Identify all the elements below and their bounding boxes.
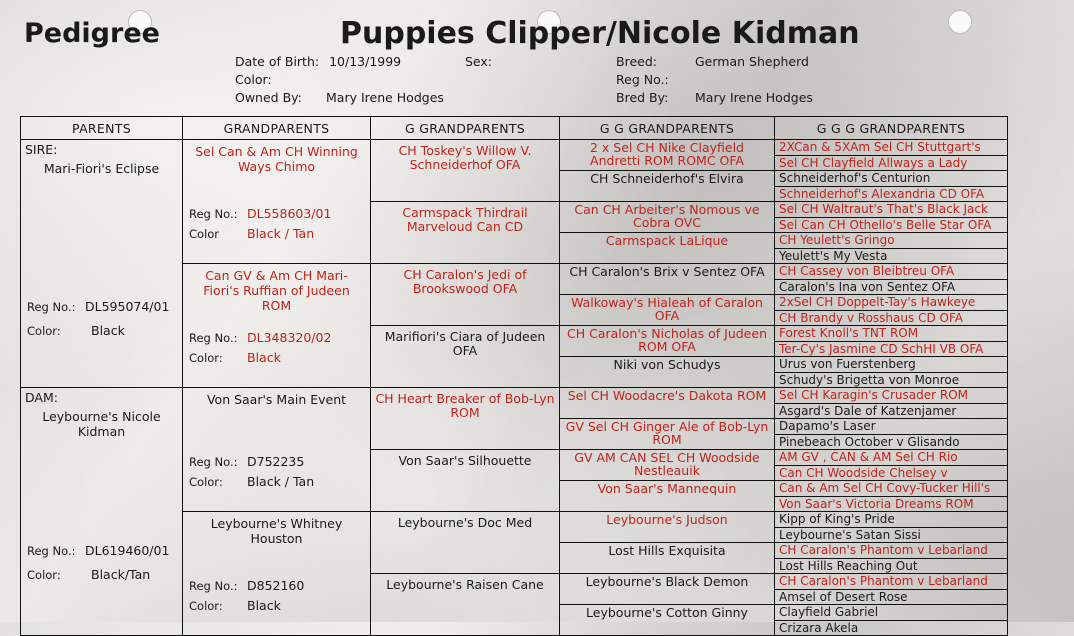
ggg-grandparent-name: Amsel of Desert Rose <box>779 589 908 604</box>
grandparent-reg-value: D752235 <box>247 454 305 470</box>
dam-label: DAM: <box>25 390 58 405</box>
ggg-grandparent-name: Von Saar's Victoria Dreams ROM <box>779 496 974 511</box>
gg-grandparent-cell <box>560 512 775 543</box>
breed-value: German Shepherd <box>695 54 809 69</box>
ggg-grandparent-cell <box>775 171 1008 202</box>
ggg-grandparent-cell <box>775 512 1008 543</box>
sire-color-value: Black <box>91 323 125 339</box>
bred-by-value: Mary Irene Hodges <box>695 90 813 105</box>
grandparent-color-label: Color <box>189 227 220 242</box>
ggg-grandparent-name: Sel CH Clayfield Allways a Lady <box>779 155 968 170</box>
grandparent-cell <box>183 264 371 388</box>
dob-row <box>235 54 401 69</box>
ggg-grandparent-cell <box>775 295 1008 326</box>
header-row <box>21 117 1008 140</box>
grandparent-name: Can GV & Am CH Mari-Fiori's Ruffian of Judeen ROM <box>203 268 350 313</box>
grandparent-reg-value: DL558603/01 <box>247 206 332 222</box>
gg-grandparent-name: Lost Hills Exquisita <box>608 543 726 558</box>
bred-by-label: Bred By: <box>616 90 669 105</box>
g-grandparent-name: Leybourne's Raisen Cane <box>386 577 544 592</box>
sire-label: SIRE: <box>25 142 58 157</box>
gg-grandparent-cell <box>560 543 775 574</box>
grandparent-color-label: Color: <box>189 599 223 614</box>
ggg-grandparent-name: CH Caralon's Phantom v Lebarland <box>775 574 1007 590</box>
ggg-grandparent-name: Sel CH Karagin's Crusader ROM <box>775 388 1007 404</box>
dob-value: 10/13/1999 <box>329 54 402 69</box>
ggg-grandparent-name: CH Yeulett's Gringo <box>775 233 1007 249</box>
ggg-grandparent-name: Pinebeach October v Glisando <box>779 434 960 449</box>
gg-grandparent-cell <box>560 202 775 233</box>
g-grandparent-name: Marifiori's Ciara of Judeen OFA <box>384 329 546 358</box>
sire-cell <box>21 140 183 388</box>
gg-grandparent-name: Leybourne's Black Demon <box>585 574 749 589</box>
grandparent-reg-value: D852160 <box>247 578 305 594</box>
grandparent-reg-value: DL348320/02 <box>247 330 332 346</box>
grandparent-name: Von Saar's Main Event <box>206 392 347 407</box>
ggg-grandparent-cell <box>775 357 1008 388</box>
ggg-grandparent-name: CH Brandy v Rosshaus CD OFA <box>779 310 963 325</box>
sex-label: Sex: <box>465 54 493 69</box>
gg-grandparent-name: GV AM CAN SEL CH Woodside Nestleauik <box>574 450 760 478</box>
binder-hole-right <box>948 10 972 34</box>
gg-grandparent-name: Can CH Arbeiter's Nomous ve Cobra OVC <box>574 202 760 230</box>
ggg-grandparent-name: Forest Knoll's TNT ROM <box>775 326 1007 342</box>
sire-name: Mari-Fiori's Eclipse <box>43 161 160 176</box>
ggg-grandparent-name: Ter-Cy's Jasmine CD SchHI VB OFA <box>779 341 984 356</box>
gg-grandparent-cell <box>560 388 775 419</box>
col-grandparents: GRANDPARENTS <box>183 117 371 140</box>
pedigree-row <box>21 140 1008 171</box>
grandparent-color-value: Black <box>247 350 281 366</box>
sire-color-label: Color: <box>27 324 61 339</box>
gg-grandparent-name: GV Sel CH Ginger Ale of Bob-Lyn ROM <box>565 419 769 447</box>
g-grandparent-name: Leybourne's Doc Med <box>397 515 533 530</box>
ggg-grandparent-name: Sel CH Waltraut's That's Black Jack <box>775 202 1007 218</box>
ggg-grandparent-name: AM GV , CAN & AM Sel CH Rio <box>775 450 1007 466</box>
grandparent-reg-label: Reg No.: <box>189 455 238 470</box>
g-grandparent-cell <box>371 202 560 264</box>
ggg-grandparent-name: Leybourne's Satan Sissi <box>779 527 921 542</box>
g-grandparent-cell <box>371 450 560 512</box>
g-grandparent-name: Carmspack Thirdrail Marveloud Can CD <box>402 205 528 234</box>
grandparent-reg-label: Reg No.: <box>189 207 238 222</box>
dam-reg-label: Reg No.: <box>27 544 76 559</box>
ggg-grandparent-name: Crizara Akela <box>779 620 859 635</box>
ggg-grandparent-cell <box>775 419 1008 450</box>
g-grandparent-cell <box>371 512 560 574</box>
gg-grandparent-cell <box>560 357 775 388</box>
gg-grandparent-cell <box>560 481 775 512</box>
grandparent-color-label: Color: <box>189 475 223 490</box>
dam-color-value: Black/Tan <box>91 567 151 583</box>
gg-grandparent-name: 2 x Sel CH Nike Clayfield Andretti ROM ROMC OFA <box>590 140 744 168</box>
gg-grandparent-cell <box>560 264 775 295</box>
gg-grandparent-name: CH Caralon's Brix v Sentez OFA <box>569 264 765 279</box>
col-parents: PARENTS <box>21 117 183 140</box>
ggg-grandparent-cell <box>775 605 1008 636</box>
gg-grandparent-cell <box>560 326 775 357</box>
grandparent-name: Leybourne's Whitney Houston <box>210 516 343 546</box>
gg-grandparent-cell <box>560 450 775 481</box>
gg-grandparent-name: Carmspack LaLique <box>605 233 729 248</box>
grandparent-name: Sel Can & Am CH Winning Ways Chimo <box>195 144 358 174</box>
ggg-grandparent-cell <box>775 543 1008 574</box>
ggg-grandparent-name: Can CH Woodside Chelsey v <box>779 465 948 480</box>
ggg-grandparent-cell <box>775 574 1008 605</box>
gg-grandparent-name: Sel CH Woodacre's Dakota ROM <box>567 388 767 403</box>
pedigree-label: Pedigree <box>24 18 160 49</box>
gg-grandparent-name: CH Caralon's Nicholas of Judeen ROM OFA <box>566 326 767 354</box>
ggg-grandparent-cell <box>775 233 1008 264</box>
color-label: Color: <box>235 72 272 87</box>
sire-reg-value: DL595074/01 <box>85 299 170 315</box>
ggg-grandparent-cell <box>775 481 1008 512</box>
gg-grandparent-cell <box>560 233 775 264</box>
ggg-grandparent-name: Urus von Fuerstenberg <box>775 357 1007 373</box>
grandparent-cell <box>183 388 371 512</box>
gg-grandparent-name: Leybourne's Judson <box>606 512 728 527</box>
ggg-grandparent-cell <box>775 202 1008 233</box>
grandparent-reg-label: Reg No.: <box>189 331 238 346</box>
gg-grandparent-cell <box>560 574 775 605</box>
gg-grandparent-name: Walkoway's Hialeah of Caralon OFA <box>571 295 763 323</box>
g-grandparent-name: CH Toskey's Willow V. Schneiderhof OFA <box>398 143 532 172</box>
ggg-grandparent-cell <box>775 388 1008 419</box>
col-g-grandparents: G GRANDPARENTS <box>371 117 560 140</box>
g-grandparent-cell <box>371 140 560 202</box>
ggg-grandparent-name: 2xSel CH Doppelt-Tay's Hawkeye <box>775 295 1007 311</box>
grandparent-color-label: Color: <box>189 351 223 366</box>
g-grandparent-name: CH Heart Breaker of Bob-Lyn ROM <box>375 391 555 420</box>
ggg-grandparent-name: Asgard's Dale of Katzenjamer <box>779 403 957 418</box>
gg-grandparent-cell <box>560 295 775 326</box>
gg-grandparent-cell <box>560 605 775 636</box>
ggg-grandparent-name: Kipp of King's Pride <box>775 512 1007 528</box>
ggg-grandparent-name: Caralon's Ina von Sentez OFA <box>779 279 956 294</box>
grandparent-cell <box>183 512 371 636</box>
ggg-grandparent-name: Dapamo's Laser <box>775 419 1007 435</box>
document-title: Puppies Clipper/Nicole Kidman <box>340 16 860 51</box>
ggg-grandparent-name: Lost Hills Reaching Out <box>779 558 918 573</box>
grandparent-reg-label: Reg No.: <box>189 579 238 594</box>
ggg-grandparent-name: Clayfield Gabriel <box>775 605 1007 621</box>
ggg-grandparent-cell <box>775 140 1008 171</box>
g-grandparent-name: Von Saar's Silhouette <box>398 453 532 468</box>
ggg-grandparent-name: CH Caralon's Phantom v Lebarland <box>775 543 1007 559</box>
dam-reg-value: DL619460/01 <box>85 543 170 559</box>
gg-grandparent-name: Von Saar's Mannequin <box>597 481 737 496</box>
ggg-grandparent-name: Schneiderhof's Centurion <box>775 171 1007 187</box>
g-grandparent-cell <box>371 264 560 326</box>
ggg-grandparent-name: Schneiderhof's Alexandria CD OFA <box>779 186 985 201</box>
col-gg-grandparents: G G GRANDPARENTS <box>560 117 775 140</box>
g-grandparent-name: CH Caralon's Jedi of Brookswood OFA <box>403 267 527 296</box>
reg-label: Reg No.: <box>616 72 669 87</box>
gg-grandparent-cell <box>560 419 775 450</box>
dam-color-label: Color: <box>27 568 61 583</box>
dob-label: Date of Birth: <box>235 54 320 69</box>
gg-grandparent-name: CH Schneiderhof's Elvira <box>590 171 744 186</box>
g-grandparent-cell <box>371 388 560 450</box>
dam-cell <box>21 388 183 636</box>
pedigree-row <box>21 388 1008 419</box>
owned-by-label: Owned By: <box>235 90 302 105</box>
gg-grandparent-name: Leybourne's Cotton Ginny <box>586 605 748 620</box>
pedigree-table <box>20 116 1008 636</box>
gg-grandparent-cell <box>560 140 775 171</box>
grandparent-color-value: Black / Tan <box>247 474 315 490</box>
grandparent-cell <box>183 140 371 264</box>
ggg-grandparent-cell <box>775 264 1008 295</box>
ggg-grandparent-name: CH Cassey von Bleibtreu OFA <box>775 264 1007 280</box>
gg-grandparent-cell <box>560 171 775 202</box>
ggg-grandparent-cell <box>775 326 1008 357</box>
ggg-grandparent-cell <box>775 450 1008 481</box>
sire-reg-label: Reg No.: <box>27 300 76 315</box>
grandparent-color-value: Black / Tan <box>247 226 315 242</box>
ggg-grandparent-name: Schudy's Brigetta von Monroe <box>779 372 960 387</box>
owned-by-value: Mary Irene Hodges <box>326 90 444 105</box>
g-grandparent-cell <box>371 326 560 388</box>
grandparent-color-value: Black <box>247 598 281 614</box>
ggg-grandparent-name: Sel Can CH Othello's Belle Star OFA <box>779 217 992 232</box>
gg-grandparent-name: Niki von Schudys <box>613 357 721 372</box>
ggg-grandparent-name: Can & Am Sel CH Covy-Tucker Hill's <box>775 481 1007 497</box>
dam-name: Leybourne's Nicole Kidman <box>42 409 161 439</box>
g-grandparent-cell <box>371 574 560 636</box>
col-ggg-grandparents: G G G GRANDPARENTS <box>775 117 1008 140</box>
ggg-grandparent-name: Yeulett's My Vesta <box>779 248 888 263</box>
breed-label: Breed: <box>616 54 657 69</box>
ggg-grandparent-name: 2XCan & 5XAm Sel CH Stuttgart's <box>775 140 1007 156</box>
